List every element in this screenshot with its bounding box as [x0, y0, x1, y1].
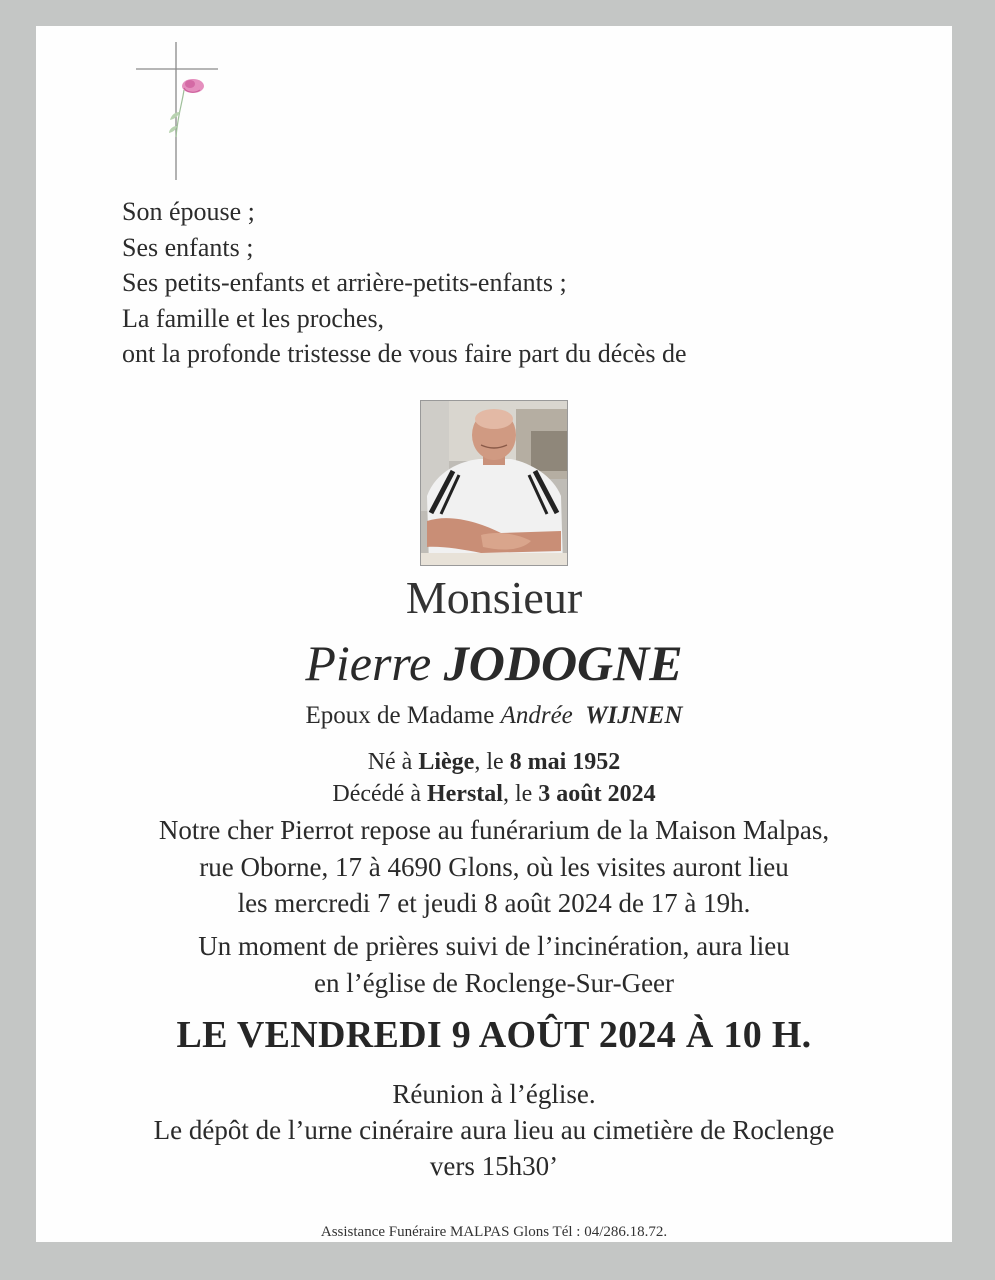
visitation-line: rue Oborne, 17 à 4690 Glons, où les visites auront lieu	[199, 851, 789, 882]
birth-mid: , le	[474, 749, 504, 775]
final-line: Réunion à l’église.	[392, 1079, 596, 1109]
birth-prefix: Né à	[367, 749, 413, 775]
final-block	[36, 1076, 952, 1184]
service-block	[36, 928, 952, 1001]
intro-line: Ses enfants ;	[122, 232, 254, 262]
final-line: vers 15h30’	[429, 1151, 559, 1181]
death-place: Herstal	[426, 781, 503, 807]
final-line: Le dépôt de l’urne cinéraire aura lieu au cimetière de Roclenge	[153, 1115, 835, 1145]
intro-line: Son épouse ;	[122, 197, 255, 226]
intro-line: Ses petits-enfants et arrière-petits-enfants ;	[122, 268, 567, 297]
first-name: Pierre	[305, 635, 432, 691]
cross-with-rose-icon	[136, 42, 226, 182]
funeral-home-footer: Assistance Funéraire MALPAS Glons Tél : 04/286.18.72.	[320, 1224, 668, 1240]
service-line: Un moment de prières suivi de l’incinération, aura lieu	[198, 931, 790, 961]
dates-block	[36, 746, 952, 810]
death-date: 3 août 2024	[538, 781, 656, 807]
birth-place: Liège	[418, 749, 475, 775]
service-line: en l’église de Roclenge-Sur-Geer	[313, 967, 675, 998]
birth-line	[36, 746, 952, 778]
visitation-block	[36, 812, 952, 922]
intro-text	[122, 194, 687, 372]
spouse-first-name: Andrée	[500, 702, 573, 729]
obituary-page	[36, 26, 952, 1242]
visitation-line: Notre cher Pierrot repose au funérarium de la Maison Malpas,	[158, 815, 830, 845]
last-name: JODOGNE	[443, 635, 683, 691]
portrait-photo	[420, 400, 568, 566]
honorific: Monsieur	[405, 572, 583, 623]
death-line	[36, 778, 952, 810]
visitation-line: les mercredi 7 et jeudi 8 août 2024 de 17 à 19h.	[237, 888, 751, 918]
birth-date: 8 mai 1952	[509, 749, 621, 775]
deceased-name	[36, 634, 952, 692]
spouse-last-name: WIJNEN	[585, 702, 683, 729]
intro-line: ont la profonde tristesse de vous faire part du décès de	[122, 339, 687, 368]
spouse-line	[36, 702, 952, 730]
intro-line: La famille et les proches,	[122, 303, 385, 333]
death-prefix: Décédé à	[332, 781, 421, 807]
spouse-prefix: Epoux de Madame	[305, 702, 495, 729]
death-mid: , le	[502, 781, 533, 807]
service-date: LE VENDREDI 9 AOÛT 2024 À 10 H.	[176, 1014, 812, 1056]
